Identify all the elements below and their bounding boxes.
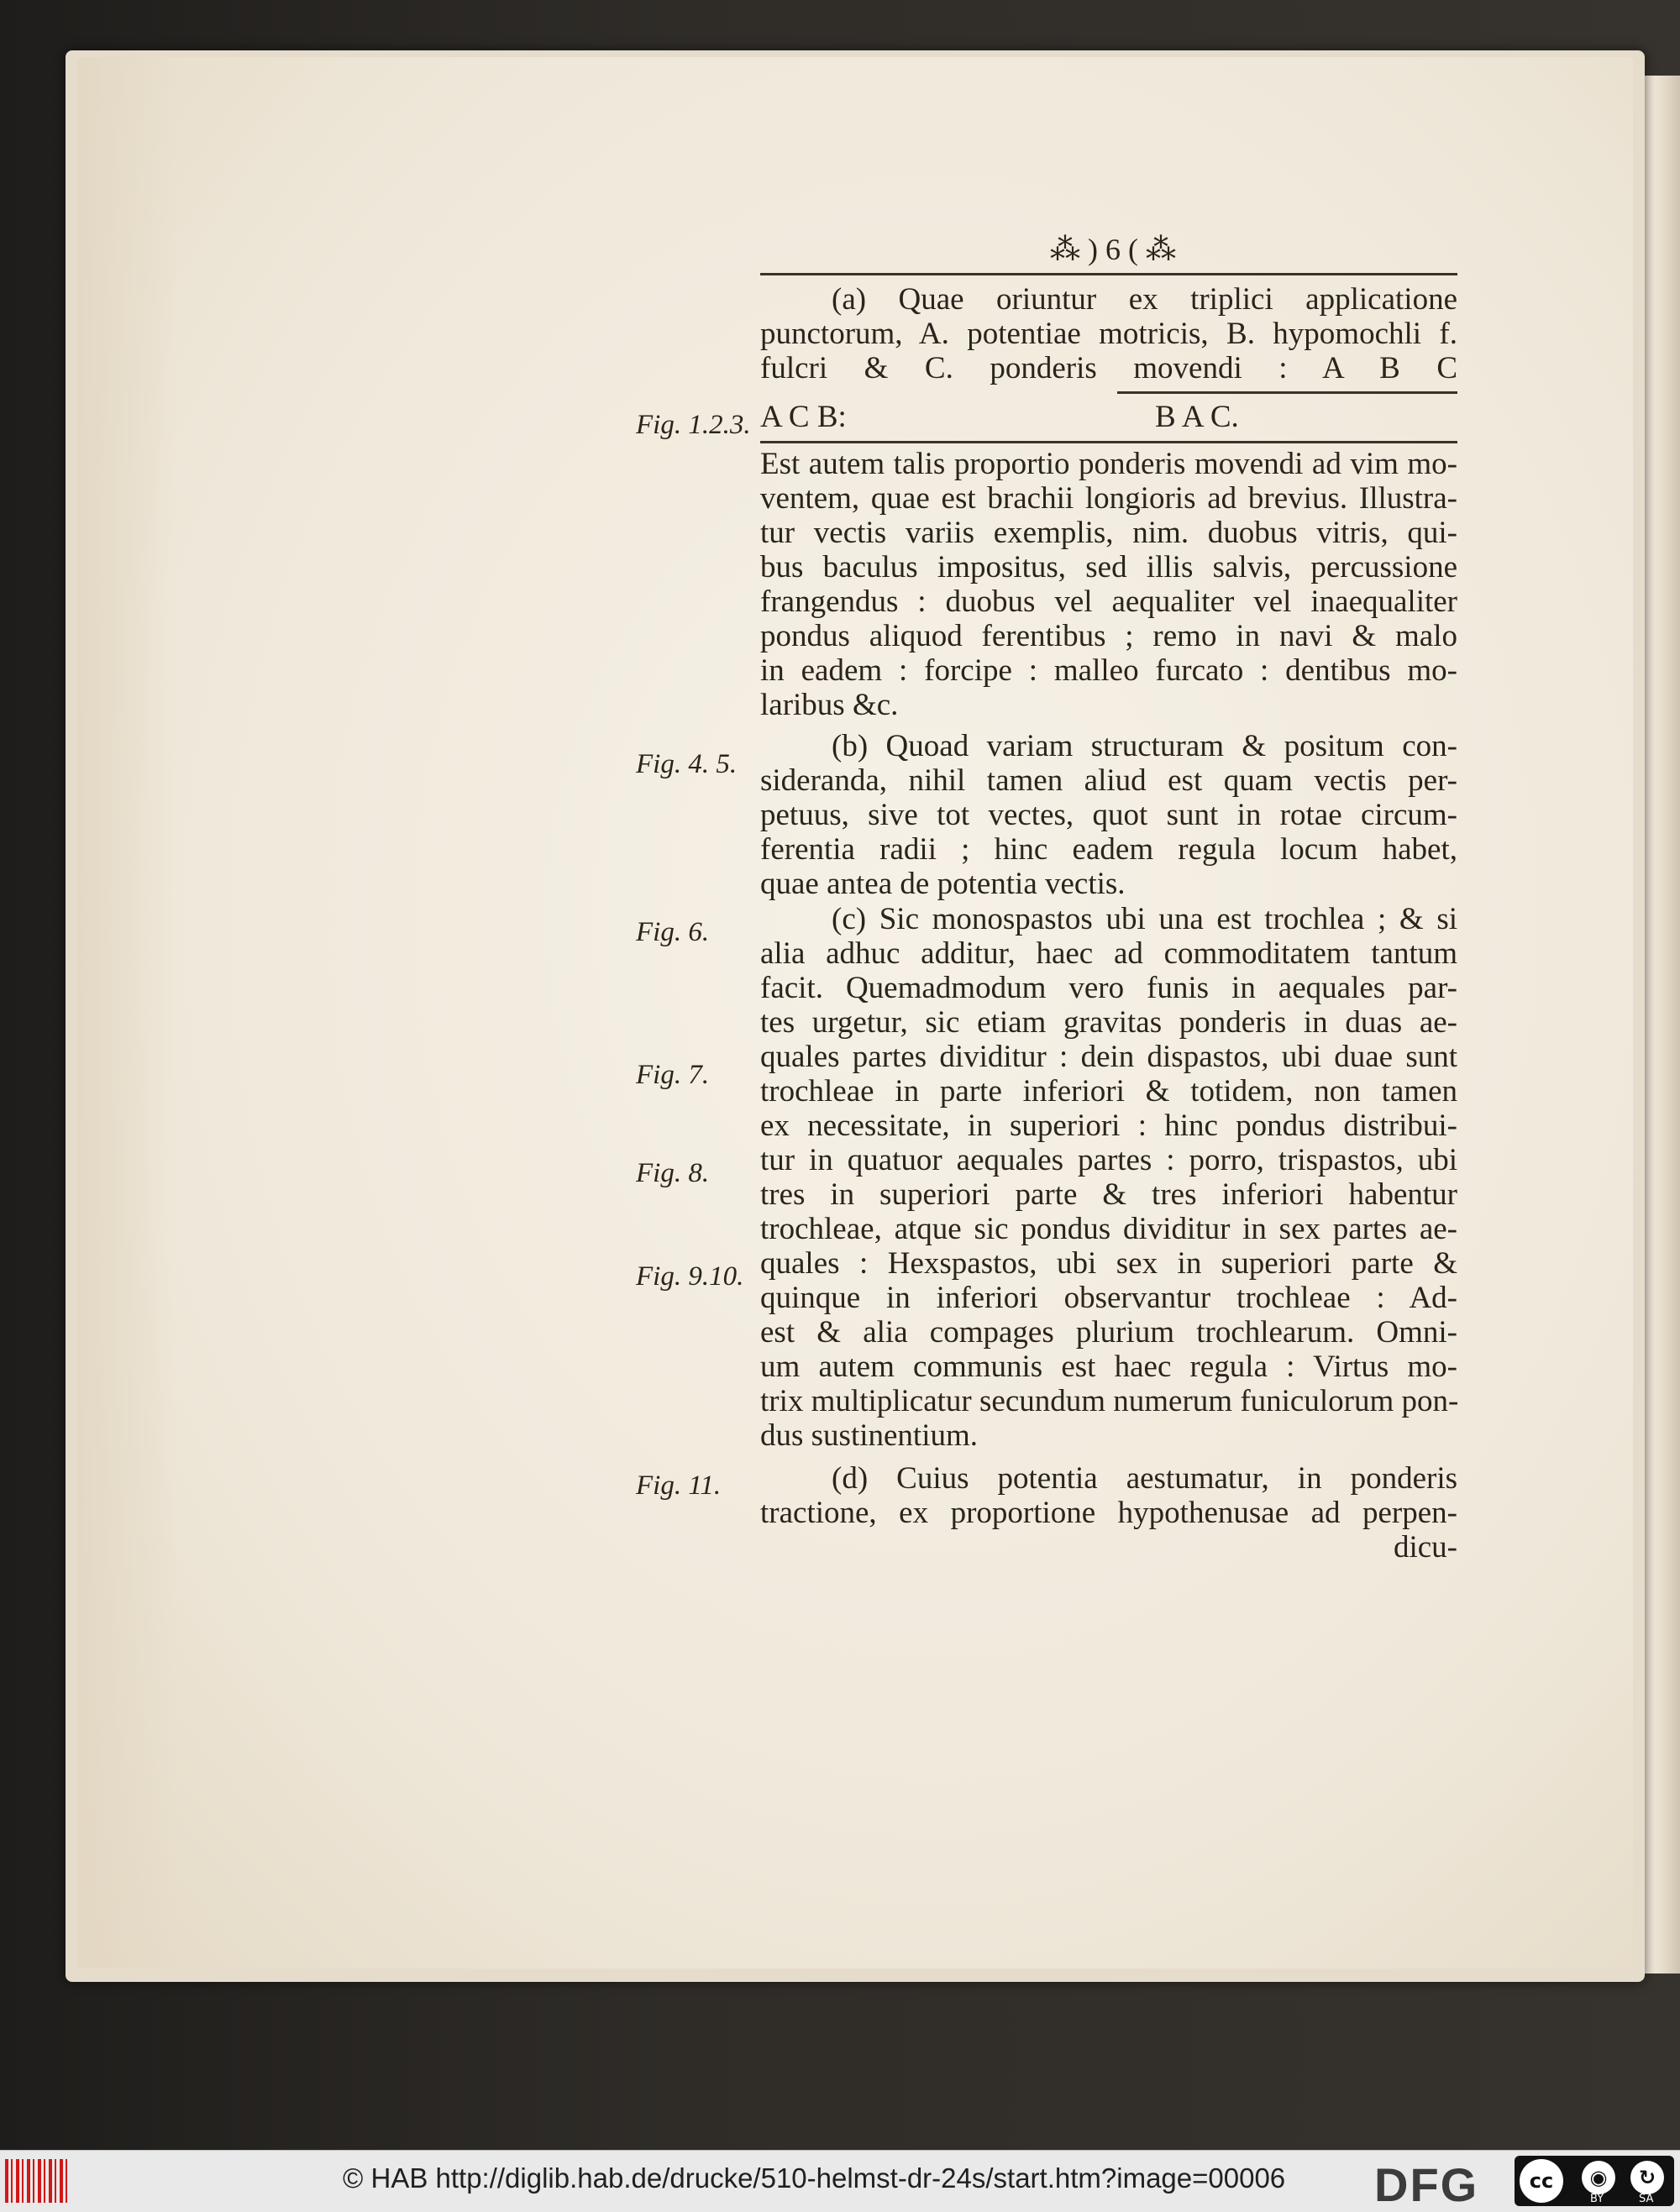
paragraph-c	[760, 902, 1457, 1453]
text-line: (b) Quoad variam structuram & positum con-	[832, 729, 1457, 763]
text-line: punctorum, A. potentiae motricis, B. hypomochli f.	[760, 317, 1457, 351]
text-line: quae antea de potentia vectis.	[760, 867, 1126, 901]
text-line: dus sustinentium.	[760, 1418, 979, 1453]
figure-ref-11: Fig. 11.	[636, 1470, 722, 1501]
sa-icon: ↻	[1630, 2161, 1664, 2194]
figure-ref-8: Fig. 8.	[636, 1158, 710, 1188]
catchword: dicu-	[1393, 1530, 1457, 1565]
text-line: quales : Hexspastos, ubi sex in superiori parte &	[760, 1246, 1457, 1281]
diagram-rule-bottom	[760, 441, 1457, 443]
text-line: in eadem : forcipe : malleo furcato : dentibus mo-	[760, 653, 1457, 688]
paragraph-a-cont	[760, 447, 1457, 722]
text-line: (d) Cuius potentia aestumatur, in ponderis	[832, 1461, 1457, 1496]
text-line: quales partes dividitur : dein dispastos, ubi duae sunt	[760, 1040, 1457, 1074]
text-line: tres in superiori parte & tres inferiori habentur	[760, 1177, 1457, 1212]
text-line: facit. Quemadmodum vero funis in aequales par-	[760, 971, 1457, 1005]
diagram-rule	[1117, 391, 1457, 394]
text-line: sideranda, nihil tamen aliud est quam vectis per-	[760, 763, 1457, 798]
header-rule	[760, 273, 1457, 275]
figure-ref-7: Fig. 7.	[636, 1060, 710, 1090]
figure-ref-6: Fig. 6.	[636, 917, 710, 947]
figure-ref-1-2-3: Fig. 1.2.3.	[636, 410, 751, 440]
text-line: tur vectis variis exemplis, nim. duobus vitris, qui-	[760, 516, 1457, 550]
text-line: ex necessitate, in superiori : hinc pondus distribui-	[760, 1109, 1457, 1143]
text-line: quinque in inferiori observantur trochleae : Ad-	[760, 1281, 1457, 1315]
text-line: trochleae in parte inferiori & totidem, non tamen	[760, 1074, 1457, 1109]
text-line: tes urgetur, sic etiam gravitas ponderis in duas ae-	[760, 1005, 1457, 1040]
text-line: ferentia radii ; hinc eadem regula locum habet,	[760, 832, 1457, 867]
text-line: tractione, ex proportione hypothenusae ad perpen-	[760, 1496, 1457, 1530]
figure-ref-4-5: Fig. 4. 5.	[636, 749, 738, 779]
text-line: um autem communis est haec regula : Virtus mo-	[760, 1350, 1457, 1384]
text-line: bus baculus impositus, sed illis salvis, percussione	[760, 550, 1457, 584]
text-line: fulcri & C. ponderis movendi : A B C	[760, 351, 1457, 385]
footer-url[interactable]: © HAB http://diglib.hab.de/drucke/510-helmst-dr-24s/start.htm?image=00006	[343, 2162, 1286, 2194]
page-gutter	[77, 57, 178, 1968]
dfg-logo: DFG	[1374, 2158, 1479, 2211]
page-header: ⁂ ) 6 ( ⁂	[1050, 233, 1176, 266]
text-line: (c) Sic monospastos ubi una est trochlea ; & si	[832, 902, 1457, 936]
text-line: (a) Quae oriuntur ex triplici applicatione	[832, 282, 1457, 317]
paragraph-d	[760, 1461, 1457, 1565]
cc-license-badge[interactable]	[1515, 2156, 1674, 2206]
hab-barcode-logo	[5, 2159, 71, 2203]
cc-sa-label: SA	[1639, 2193, 1654, 2205]
figure-ref-9-10: Fig. 9.10.	[636, 1261, 744, 1292]
by-icon: ◉	[1582, 2161, 1615, 2194]
cc-icon: cc	[1520, 2159, 1563, 2203]
letters-right: B A C.	[1155, 400, 1239, 434]
text-line: trochleae, atque sic pondus dividitur in sex partes ae-	[760, 1212, 1457, 1246]
text-line: alia adhuc additur, haec ad commoditatem tantum	[760, 936, 1457, 971]
text-line: trix multiplicatur secundum numerum funiculorum pon-	[760, 1384, 1459, 1418]
text-line: Est autem talis proportio ponderis movendi ad vim mo-	[760, 447, 1457, 481]
cc-by-label: BY	[1590, 2193, 1604, 2205]
viewer-footer	[0, 2150, 1680, 2212]
paragraph-a	[760, 282, 1457, 385]
text-line: pondus aliquod ferentibus ; remo in navi & malo	[760, 619, 1457, 653]
paragraph-b	[760, 729, 1457, 901]
text-line: ventem, quae est brachii longioris ad brevius. Illustra-	[760, 481, 1457, 516]
text-line: frangendus : duobus vel aequaliter vel inaequaliter	[760, 584, 1457, 619]
text-line: est & alia compages plurium trochlearum. Omni-	[760, 1315, 1457, 1350]
letters-left: A C B:	[760, 400, 847, 434]
text-line: laribus &c.	[760, 688, 899, 722]
text-line: petuus, sive tot vectes, quot sunt in rotae circum-	[760, 798, 1457, 832]
text-line: tur in quatuor aequales partes : porro, trispastos, ubi	[760, 1143, 1457, 1177]
